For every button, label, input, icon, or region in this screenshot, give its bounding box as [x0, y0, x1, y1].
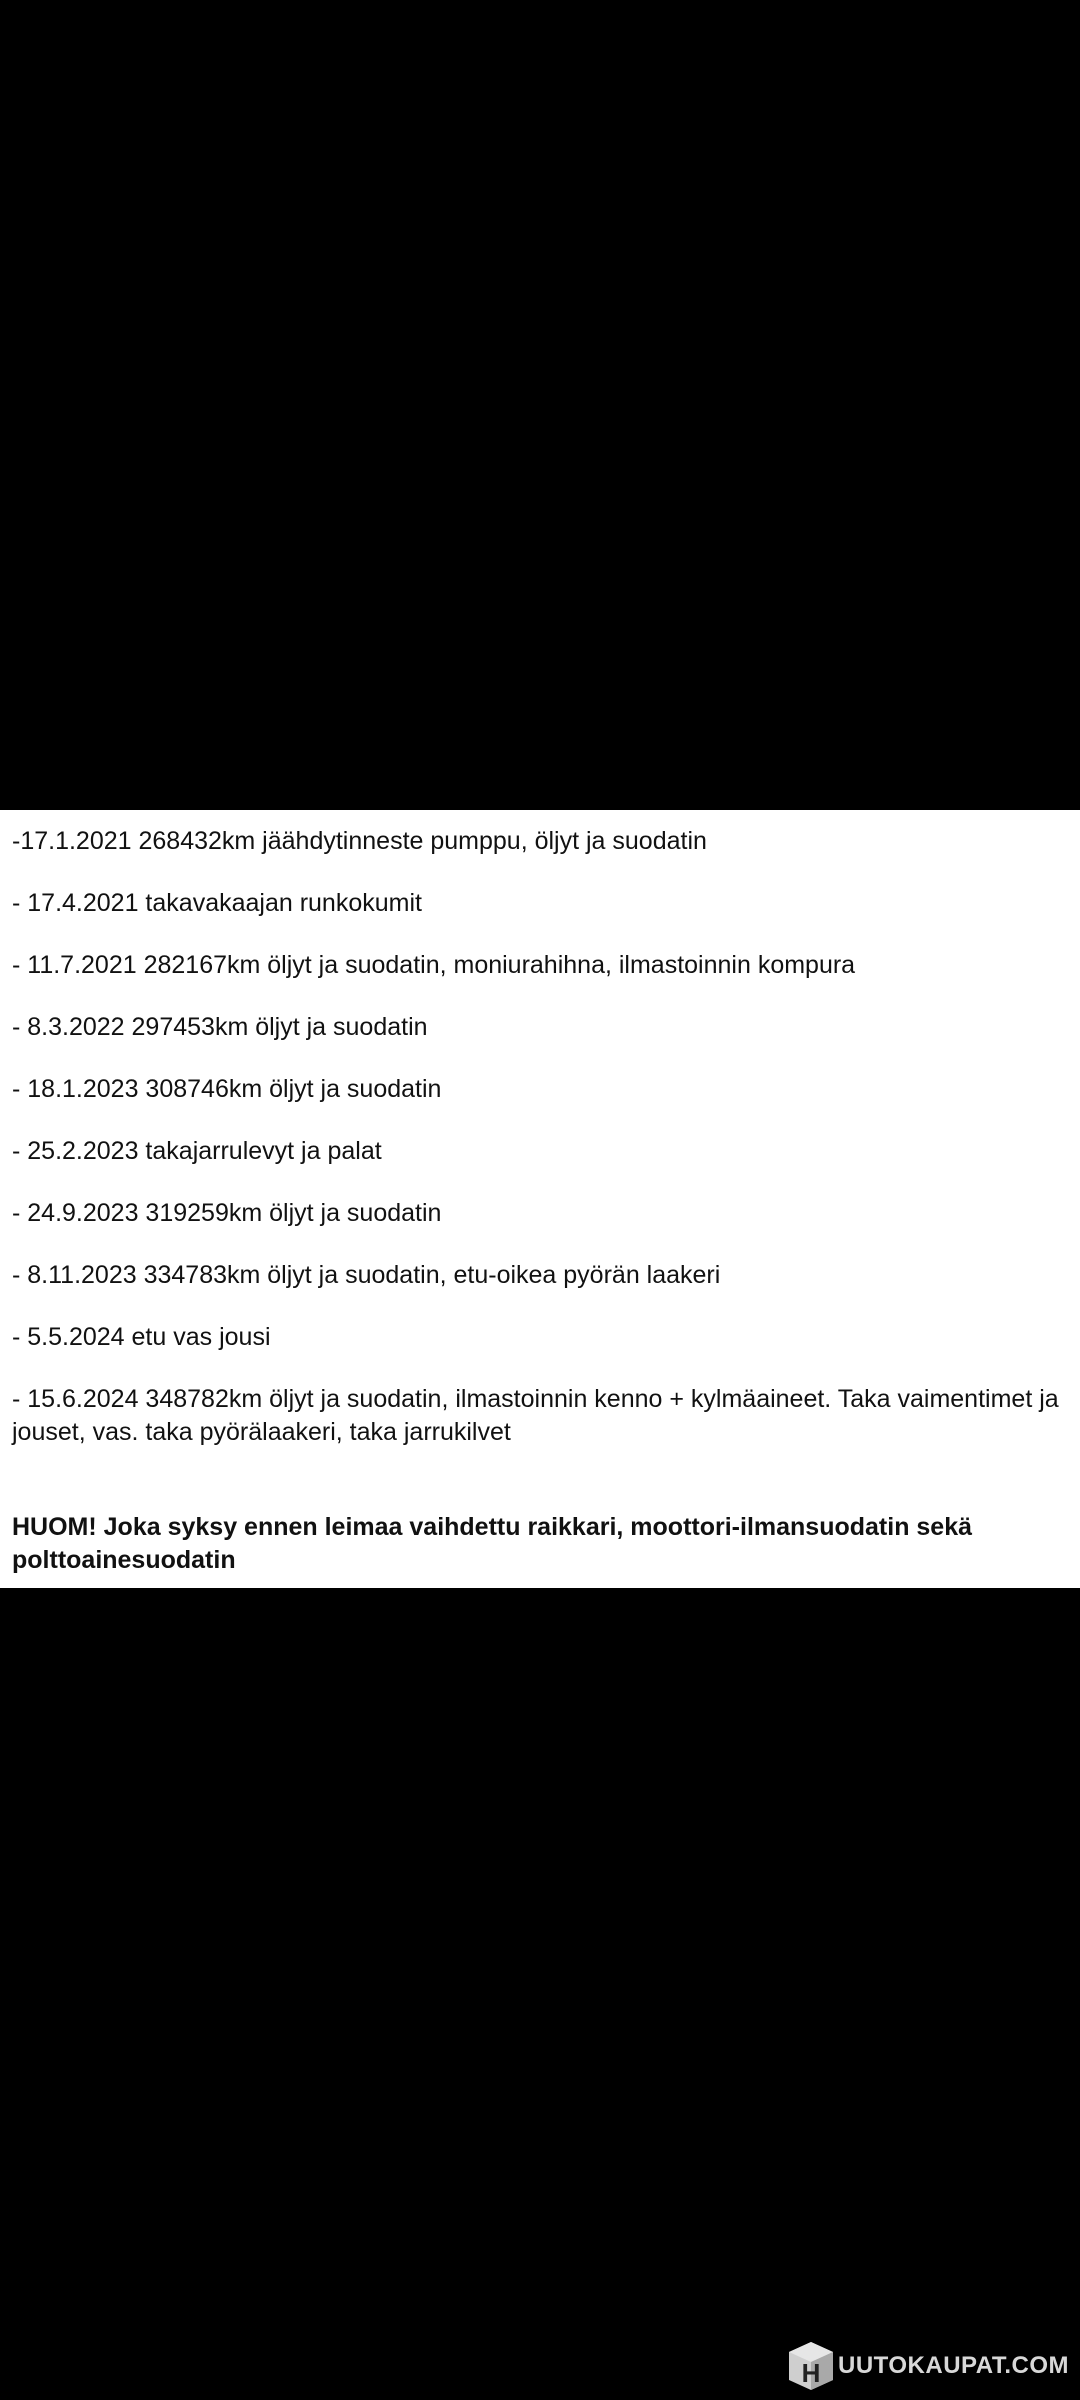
service-entry: - 17.4.2021 takavakaajan runkokumit: [12, 889, 422, 917]
service-entry: -17.1.2021 268432km jäähdytinneste pumppu, öljyt ja suodatin: [12, 827, 707, 855]
service-entry: - 25.2.2023 takajarrulevyt ja palat: [12, 1137, 382, 1165]
service-entry: - 8.11.2023 334783km öljyt ja suodatin, etu-oikea pyörän laakeri: [12, 1261, 721, 1289]
logo-letter: H: [801, 2358, 821, 2388]
service-entry: - 15.6.2024 348782km öljyt ja suodatin, ilmastoinnin kenno + kylmäaineet. Taka vaimentimet ja jouset, vas. taka pyörälaakeri, taka jarrukilvet: [12, 1385, 1059, 1446]
maintenance-note: HUOM! Joka syksy ennen leimaa vaihdettu raikkari, moottori-ilmansuodatin sekä polttoainesuodatin: [12, 1513, 973, 1574]
service-history-document: [0, 810, 1080, 1588]
service-entry: - 11.7.2021 282167km öljyt ja suodatin, moniurahihna, ilmastoinnin kompura: [12, 951, 856, 979]
watermark: [786, 2340, 1069, 2392]
service-entry: - 8.3.2022 297453km öljyt ja suodatin: [12, 1013, 428, 1041]
service-entry: - 5.5.2024 etu vas jousi: [12, 1323, 271, 1351]
watermark-text: UUTOKAUPAT.COM: [838, 2352, 1069, 2379]
service-entry: - 24.9.2023 319259km öljyt ja suodatin: [12, 1199, 442, 1227]
service-entry: - 18.1.2023 308746km öljyt ja suodatin: [12, 1075, 442, 1103]
huutokaupat-logo-icon: [786, 2340, 836, 2392]
